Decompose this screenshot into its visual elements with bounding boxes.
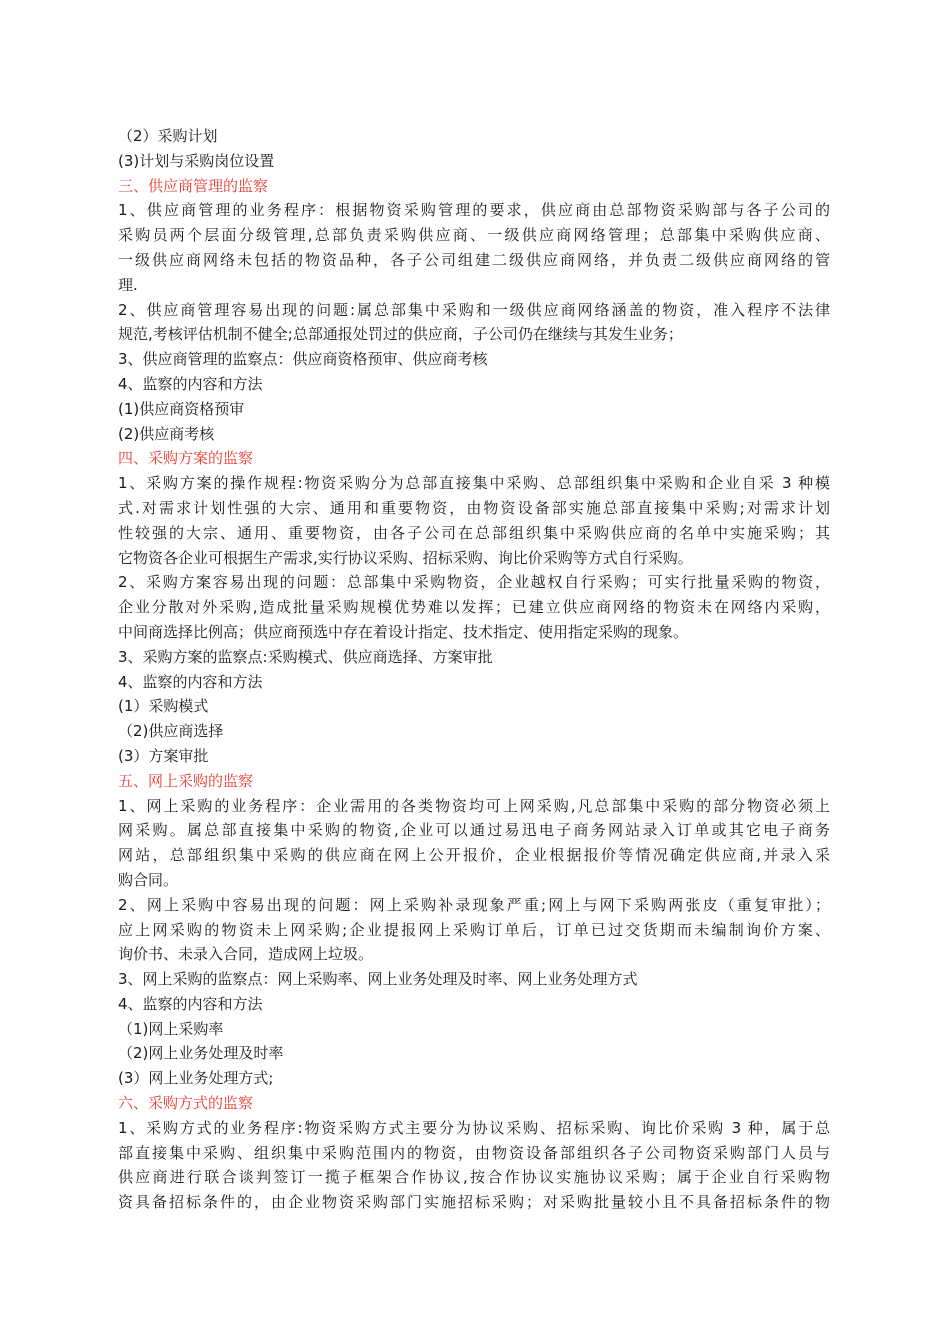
text-line: 购合同。 <box>118 870 179 889</box>
text-line: 中间商选择比例高；供应商预选中存在着设计指定、技术指定、使用指定采购的现象。 <box>118 622 689 641</box>
text-line: (1）采购模式 <box>118 697 209 716</box>
text-line: 供应商进行联合谈判签订一揽子框架合作协议,按合作协议实施协议采购；属于企业自行采购物 <box>118 1168 830 1187</box>
text-line: 部直接集中采购、组织集中采购范围内的物资，由物资设备部组织各子公司物资采购部门人员与 <box>118 1143 830 1162</box>
text-line: 企业分散对外采购,造成批量采购规模优势难以发挥；已建立供应商网络的物资未在网络内采购， <box>118 598 830 617</box>
text-line: 1、采购方案的操作规程:物资采购分为总部直接集中采购、总部组织集中采购和企业自采 3 种模 <box>118 474 830 493</box>
text-line: 4、监察的内容和方法 <box>118 374 263 393</box>
text-line: 一级供应商网络未包括的物资品种，各子公司组建二级供应商网络，并负责二级供应商网络的管 <box>118 250 830 269</box>
text-line: (3）方案审批 <box>118 746 209 765</box>
text-line: 2、采购方案容易出现的问题：总部集中采购物资，企业越权自行采购；可实行批量采购的物资， <box>118 573 830 592</box>
text-line: 4、监察的内容和方法 <box>118 672 263 691</box>
text-line: (3）网上业务处理方式; <box>118 1069 274 1088</box>
section-heading: 四、采购方案的监察 <box>118 449 254 468</box>
text-line: (3)计划与采购岗位设置 <box>118 151 275 170</box>
text-line: 2、供应商管理容易出现的问题:属总部集中采购和一级供应商网络涵盖的物资，准入程序不法律 <box>118 300 830 319</box>
text-line: (1)供应商资格预审 <box>118 399 245 418</box>
text-line: 4、监察的内容和方法 <box>118 994 263 1013</box>
text-line: （1)网上采购率 <box>118 1019 224 1038</box>
section-heading: 三、供应商管理的监察 <box>118 176 269 195</box>
section-heading: 五、网上采购的监察 <box>118 771 254 790</box>
text-line: 3、采购方案的监察点:采购模式、供应商选择、方案审批 <box>118 647 493 666</box>
text-line: 3、供应商管理的监察点：供应商资格预审、供应商考核 <box>118 350 488 369</box>
text-line: 1、网上采购的业务程序：企业需用的各类物资均可上网采购,凡总部集中采购的部分物资必须上 <box>118 796 830 815</box>
text-line: 应上网采购的物资未上网采购;企业提报网上采购订单后，订单已过交货期而未编制询价方案、 <box>118 920 830 939</box>
text-line: 网站，总部组织集中采购的供应商在网上公开报价，企业根据报价等情况确定供应商,并录入采 <box>118 846 830 865</box>
text-line: 1、采购方式的业务程序:物资采购方式主要分为协议采购、招标采购、询比价采购 3 种，属于总 <box>118 1118 830 1137</box>
text-line: 理. <box>118 275 138 294</box>
text-line: 采购员两个层面分级管理,总部负责采购供应商、一级供应商网络管理；总部集中采购供应商、 <box>118 226 830 245</box>
text-line: （2)供应商选择 <box>118 722 224 741</box>
section-heading: 六、采购方式的监察 <box>118 1094 254 1113</box>
text-line: 它物资各企业可根据生产需求,实行协议采购、招标采购、询比价采购等方式自行采购。 <box>118 548 693 567</box>
text-line: 资具备招标条件的，由企业物资采购部门实施招标采购；对采购批量较小且不具备招标条件的物 <box>118 1193 830 1212</box>
document-page <box>118 124 830 1215</box>
text-line: 式.对需求计划性强的大宗、通用和重要物资，由物资设备部实施总部直接集中采购;对需求计划 <box>118 498 830 517</box>
text-line: 3、网上采购的监察点：网上采购率、网上业务处理及时率、网上业务处理方式 <box>118 970 638 989</box>
text-line: 网采购。属总部直接集中采购的物资,企业可以通过易迅电子商务网站录入订单或其它电子商务 <box>118 821 830 840</box>
text-line: （2）采购计划 <box>118 127 218 145</box>
text-line: 2、网上采购中容易出现的问题：网上采购补录现象严重;网上与网下采购两张皮（重复审批）； <box>118 895 830 914</box>
text-line: 性较强的大宗、通用、重要物资，由各子公司在总部组织集中采购供应商的名单中实施采购；其 <box>118 523 830 542</box>
text-line: (2)供应商考核 <box>118 424 215 443</box>
text-line: 1、供应商管理的业务程序：根据物资采购管理的要求，供应商由总部物资采购部与各子公司的 <box>118 201 830 220</box>
text-line: （2)网上业务处理及时率 <box>118 1044 284 1063</box>
text-line: 询价书、未录入合同，造成网上垃圾。 <box>118 945 374 964</box>
text-line: 规范,考核评估机制不健全;总部通报处罚过的供应商，子公司仍在继续与其发生业务； <box>118 325 683 344</box>
